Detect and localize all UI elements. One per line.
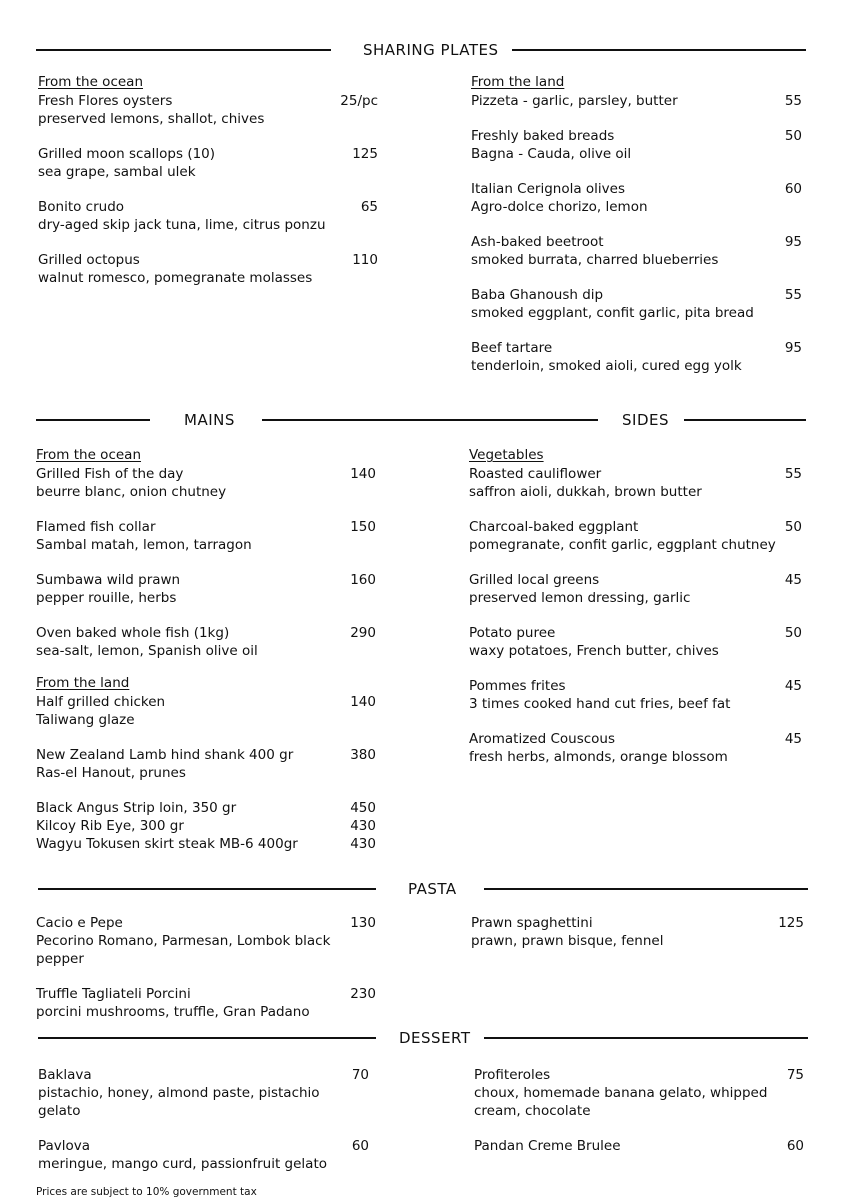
menu-item [471,180,802,216]
item-description: tenderloin, smoked aioli, cured egg yolk [471,358,742,374]
menu-item [471,339,802,375]
pasta-right-column [471,914,804,967]
item-name: Kilcoy Rib Eye, 300 gr [36,818,184,834]
item-price: 60 [351,1138,369,1154]
item-name: Fresh Flores oysters [38,93,173,109]
subheading: From the land [36,675,130,691]
subheading: From the ocean [38,74,144,90]
item-price: 50 [784,625,802,641]
item-description: prawn, prawn bisque, fennel [471,933,664,949]
item-name: Pandan Creme Brulee [474,1138,621,1154]
item-price: 140 [350,694,376,710]
item-description: pepper rouille, herbs [36,590,177,606]
divider-line [484,1037,808,1039]
subheading: From the land [471,74,565,90]
tax-notice: Prices are subject to 10% government tax [36,1186,257,1198]
item-description: smoked burrata, charred blueberries [471,252,719,268]
item-name: Sumbawa wild prawn [36,572,181,588]
divider-line [38,1037,376,1039]
divider-line [684,419,806,421]
item-price: 55 [784,466,802,482]
item-name: Grilled octopus [38,252,140,268]
item-price: 380 [350,747,376,763]
menu-item [38,145,378,181]
item-price: 95 [784,340,802,356]
item-price: 50 [784,519,802,535]
item-name: Black Angus Strip loin, 350 gr [36,800,237,816]
item-name: New Zealand Lamb hind shank 400 gr [36,747,294,763]
menu-item [469,518,802,554]
divider-line [512,49,806,51]
item-name: Flamed fish collar [36,519,156,535]
item-name: Beef tartare [471,340,553,356]
item-price: 60 [784,181,802,197]
menu-item [471,286,802,322]
menu-item [469,730,802,766]
item-price: 230 [350,986,376,1002]
section-title: MAINS [184,411,235,429]
item-description: Ras-el Hanout, prunes [36,765,186,781]
item-description: waxy potatoes, French butter, chives [469,643,719,659]
pasta-header [38,878,808,900]
divider-line [38,888,376,890]
item-name: Pommes frites [469,678,566,694]
sharing-ocean-column [38,74,378,304]
item-description: beurre blanc, onion chutney [36,484,227,500]
sharing-land-column [471,74,802,392]
item-description: saffron aioli, dukkah, brown butter [469,484,702,500]
item-description: pomegranate, confit garlic, eggplant chutney [469,537,776,553]
section-title: DESSERT [399,1029,471,1047]
item-name: Pavlova [38,1138,91,1154]
menu-item [474,1137,804,1155]
item-name: Freshly baked breads [471,128,615,144]
item-name: Grilled Fish of the day [36,466,184,482]
menu-item [36,817,376,835]
menu-item [38,1137,369,1173]
item-name: Potato puree [469,625,556,641]
mains-sides-header [36,409,806,431]
subheading: Vegetables [469,447,544,463]
menu-item [36,693,376,729]
item-price: 130 [350,915,376,931]
menu-item [36,465,376,501]
item-description: preserved lemon dressing, garlic [469,590,691,606]
item-price: 95 [784,234,802,250]
item-price: 290 [350,625,376,641]
mains-land-list [36,693,376,782]
item-name: Baklava [38,1067,92,1083]
section-title: SHARING PLATES [363,41,499,59]
pasta-left-column [36,914,376,1038]
item-description: Bagna - Cauda, olive oil [471,146,632,162]
menu-item [471,233,802,269]
item-description: choux, homemade banana gelato, whipped cream, chocolate [474,1085,768,1119]
item-name: Prawn spaghettini [471,915,593,931]
item-description: preserved lemons, shallot, chives [38,111,265,127]
item-name: Italian Cerignola olives [471,181,625,197]
item-name: Truffle Tagliateli Porcini [36,986,191,1002]
menu-item [38,92,378,128]
item-price: 25/pc [340,93,378,109]
divider-line [36,419,150,421]
mains-ocean-list [36,465,376,660]
item-price: 45 [784,572,802,588]
menu-item [36,746,376,782]
menu-item [471,127,802,163]
item-description: Sambal matah, lemon, tarragon [36,537,252,553]
item-price: 430 [350,818,376,834]
item-name: Ash-baked beetroot [471,234,604,250]
item-name: Charcoal-baked eggplant [469,519,639,535]
item-price: 50 [784,128,802,144]
menu-item [38,198,378,234]
item-description: smoked eggplant, confit garlic, pita bread [471,305,754,321]
item-name: Grilled local greens [469,572,600,588]
item-description: dry-aged skip jack tuna, lime, citrus ponzu [38,217,326,233]
item-name: Pizzeta - garlic, parsley, butter [471,93,678,109]
menu-item [38,1066,369,1120]
sides-column [469,447,802,783]
item-price: 45 [784,678,802,694]
menu-item [471,914,804,950]
dessert-right-column [474,1066,804,1172]
menu-item [471,92,802,110]
menu-item [469,571,802,607]
item-price: 65 [360,199,378,215]
item-price: 75 [786,1067,804,1083]
item-description: Taliwang glaze [36,712,135,728]
subheading: From the ocean [36,447,142,463]
item-price: 45 [784,731,802,747]
mains-column [36,447,376,853]
menu-item [36,799,376,817]
menu-item [36,985,376,1021]
item-name: Oven baked whole fish (1kg) [36,625,230,641]
dessert-header [38,1027,808,1049]
divider-line [484,888,808,890]
item-price: 125 [778,915,804,931]
item-description: walnut romesco, pomegranate molasses [38,270,313,286]
menu-item [38,251,378,287]
section-title: PASTA [408,880,457,898]
item-name: Baba Ghanoush dip [471,287,604,303]
item-price: 55 [784,93,802,109]
item-price: 150 [350,519,376,535]
menu-item [36,571,376,607]
divider-line [262,419,598,421]
menu-item [36,624,376,660]
item-name: Wagyu Tokusen skirt steak MB-6 400gr [36,836,298,852]
menu-item [469,624,802,660]
item-description: fresh herbs, almonds, orange blossom [469,749,728,765]
sharing-plates-header [36,39,806,61]
item-price: 160 [350,572,376,588]
item-price: 110 [352,252,378,268]
divider-line [36,49,331,51]
item-name: Aromatized Couscous [469,731,616,747]
item-price: 450 [350,800,376,816]
item-price: 55 [784,287,802,303]
item-price: 70 [351,1067,369,1083]
dessert-left-column [38,1066,369,1190]
steak-list [36,799,376,853]
item-name: Roasted cauliflower [469,466,602,482]
menu-item [36,914,376,968]
menu-item [469,465,802,501]
item-price: 140 [350,466,376,482]
item-name: Half grilled chicken [36,694,166,710]
item-description: 3 times cooked hand cut fries, beef fat [469,696,731,712]
item-name: Grilled moon scallops (10) [38,146,216,162]
menu-item [474,1066,804,1120]
menu-item [36,835,376,853]
menu-item [469,677,802,713]
item-price: 60 [786,1138,804,1154]
item-price: 125 [352,146,378,162]
item-name: Bonito crudo [38,199,125,215]
item-description: sea grape, sambal ulek [38,164,196,180]
menu-item [36,518,376,554]
item-description: Agro-dolce chorizo, lemon [471,199,648,215]
item-name: Cacio e Pepe [36,915,123,931]
item-name: Profiteroles [474,1067,551,1083]
item-description: porcini mushrooms, truffle, Gran Padano [36,1004,310,1020]
item-description: meringue, mango curd, passionfruit gelato [38,1156,327,1172]
item-description: sea-salt, lemon, Spanish olive oil [36,643,258,659]
section-title: SIDES [622,411,669,429]
item-description: pistachio, honey, almond paste, pistachio gelato [38,1085,320,1119]
item-description: Pecorino Romano, Parmesan, Lombok black pepper [36,933,331,967]
item-price: 430 [350,836,376,852]
